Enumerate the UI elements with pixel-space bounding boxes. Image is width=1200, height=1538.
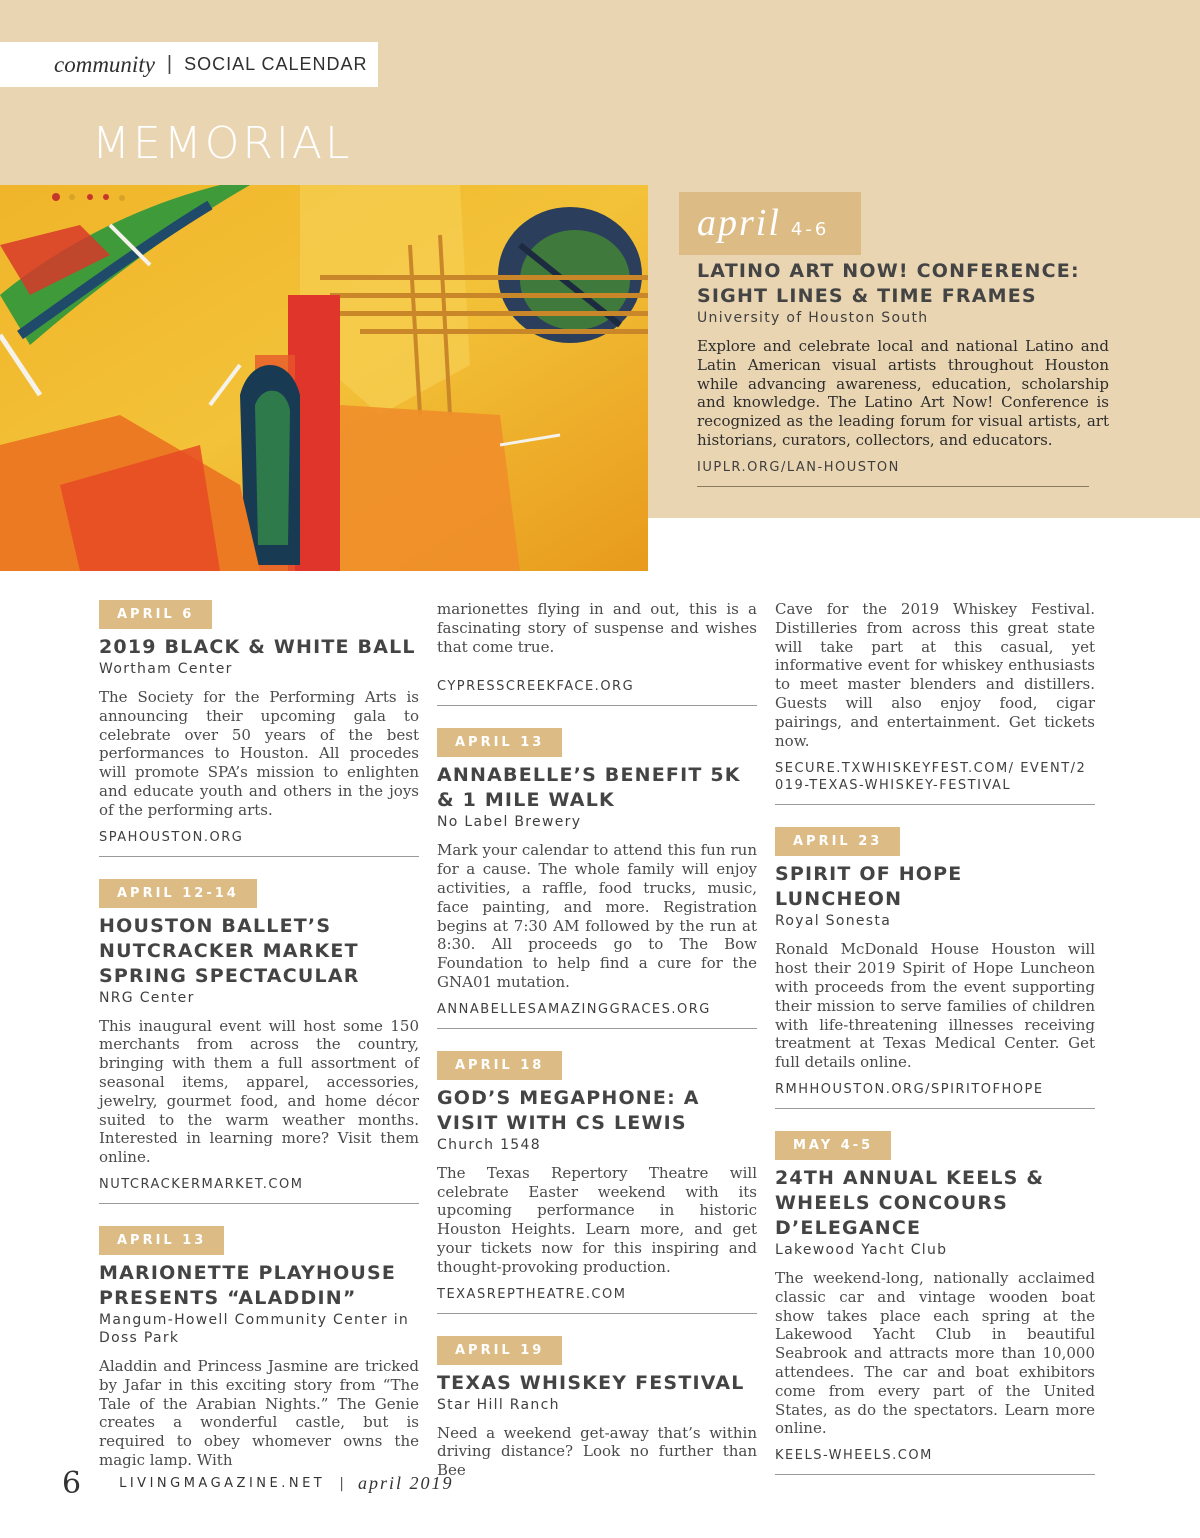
event-venue: Mangum-Howell Community Center in Doss Park — [99, 1311, 410, 1346]
page-number: 6 — [62, 1466, 82, 1501]
page-footer — [62, 1466, 453, 1501]
event-aladdin — [99, 1226, 419, 1470]
event-title: ANNABELLE’S BENEFIT 5K & 1 MILE WALK — [437, 764, 741, 812]
feature-description: Explore and celebrate local and national Latino and Latin American visual artists throughout Houston while advancing awareness, education, scholarship and knowledge. The Latino Art Now! Conference is recognized as the leading forum for visual artists, art historians, curators, collectors, and educators. — [697, 337, 1109, 449]
event-venue: No Label Brewery — [437, 814, 582, 831]
feature-date-tag — [679, 192, 861, 255]
event-ball — [99, 600, 419, 857]
event-aladdin-continued — [437, 600, 757, 706]
feature-link[interactable]: IUPLR.ORG/LAN-HOUSTON — [697, 459, 1089, 487]
event-description-continued: Cave for the 2019 Whiskey Festival. Distilleries from across this great state will take part at this casual, yet informative event for whiskey enthusiasts to meet master blenders and distillers. Guests will also enjoy food, cigar pairings, and entertainment. Get tickets now. — [775, 600, 1095, 750]
event-venue: Royal Sonesta — [775, 913, 892, 930]
event-description: The Texas Repertory Theatre will celebrate Easter weekend with its upcoming performance in historic Houston Heights. Learn more, and get your tickets now for this inspiring and thought-provoking production. — [437, 1163, 757, 1276]
footer-site[interactable]: LIVINGMAGAZINE.NET — [119, 1476, 326, 1491]
event-description: Aladdin and Princess Jasmine are tricked by Jafar in this exciting story from “The Tale of the Arabian Nights.” The Genie creates a wonderful castle, but is required to obey whomever owns the magic lamp. With — [99, 1356, 419, 1469]
section-header — [0, 42, 378, 87]
featured-event — [697, 259, 1109, 487]
subsection-name: SOCIAL CALENDAR — [184, 54, 368, 74]
event-link[interactable]: RMHHOUSTON.ORG/SPIRITOFHOPE — [775, 1081, 1095, 1109]
event-title: MARIONETTE PLAYHOUSE PRESENTS “ALADDIN” — [99, 1261, 397, 1309]
event-date-tag: APRIL 13 — [437, 728, 562, 757]
header-divider: | — [166, 53, 173, 75]
event-description: Ronald McDonald House Houston will host their 2019 Spirit of Hope Luncheon with proceeds from the event supporting their mission to serve families of children with life-threatening illnesses receiving treatment at Texas Medical Center. Get full details online. — [775, 940, 1095, 1072]
event-megaphone — [437, 1051, 757, 1314]
event-title: HOUSTON BALLET’S NUTCRACKER MARKET SPRING SPECTACULAR — [99, 914, 360, 987]
feature-venue: University of Houston South — [697, 310, 929, 326]
column-2 — [437, 600, 757, 1502]
event-keels — [775, 1131, 1095, 1475]
footer-issue: april 2019 — [357, 1473, 454, 1493]
event-date-tag: APRIL 19 — [437, 1336, 562, 1365]
event-nutcracker — [99, 879, 419, 1204]
column-1 — [99, 600, 419, 1492]
event-description-continued: marionettes flying in and out, this is a fascinating story of suspense and wishes that come true. — [437, 600, 757, 656]
event-venue: Star Hill Ranch — [437, 1396, 560, 1413]
event-venue: Lakewood Yacht Club — [775, 1241, 948, 1258]
feature-days: 4-6 — [790, 219, 830, 240]
region-title: MEMORIAL — [92, 118, 353, 169]
event-date-tag: MAY 4-5 — [775, 1131, 891, 1160]
event-link[interactable]: SECURE.TXWHISKEYFEST.COM/ EVENT/2019-TEXAS-WHISKEY-FESTIVAL — [775, 760, 1095, 805]
event-venue: Wortham Center — [99, 661, 233, 677]
event-description: The Society for the Performing Arts is announcing their upcoming gala to celebrate over 50 years of the best performances to Houston. All procedes will promote SPA’s mission to enlighten and educate youth and others in the joys of the performing arts. — [99, 688, 419, 819]
event-date-tag: APRIL 18 — [437, 1051, 562, 1080]
event-date-tag: APRIL 12-14 — [99, 879, 257, 908]
footer-divider: | — [339, 1475, 344, 1492]
event-link[interactable]: CYPRESSCREEKFACE.ORG — [437, 678, 757, 706]
event-title: TEXAS WHISKEY FESTIVAL — [437, 1371, 745, 1394]
event-link[interactable]: TEXASREPTHEATRE.COM — [437, 1286, 757, 1314]
section-name: community — [54, 51, 155, 77]
event-date-tag: APRIL 23 — [775, 827, 900, 856]
event-description: Need a weekend get-away that’s within driving distance? Look no further than Bee — [437, 1423, 757, 1480]
event-annabelle — [437, 728, 757, 1028]
event-title: SPIRIT OF HOPE LUNCHEON — [775, 863, 963, 911]
column-3 — [775, 600, 1095, 1497]
event-link[interactable]: NUTCRACKERMARKET.COM — [99, 1176, 419, 1204]
event-title: GOD’S MEGAPHONE: A VISIT WITH CS LEWIS — [437, 1086, 700, 1134]
event-whiskey — [437, 1336, 757, 1480]
event-hope — [775, 827, 1095, 1109]
event-description: Mark your calendar to attend this fun run for a cause. The whole family will enjoy activities, a raffle, food trucks, music, face painting, and more. Registration begins at 7:30 AM followed by the run at 8:30. All proceeds go to The Bow Foundation to help find a cure for the GNA01 mutation. — [437, 841, 757, 991]
event-link[interactable]: SPAHOUSTON.ORG — [99, 829, 419, 857]
abstract-painting — [0, 185, 648, 571]
event-whiskey-continued — [775, 600, 1095, 805]
event-title: 24TH ANNUAL KEELS & WHEELS CONCOURS D’ELEGANCE — [775, 1166, 1045, 1239]
event-link[interactable]: KEELS-WHEELS.COM — [775, 1447, 1095, 1475]
event-venue: NRG Center — [99, 989, 195, 1006]
event-description: The weekend-long, nationally acclaimed classic car and vintage wooden boat show takes place each spring at the Lakewood Yacht Club in beautiful Seabrook and attracts more than 10,000 attendees. The car and boat exhibitors come from every part of the United States, as do the spectators. Learn more online. — [775, 1268, 1095, 1438]
event-venue: Church 1548 — [437, 1136, 541, 1153]
event-link[interactable]: ANNABELLESAMAZINGGRACES.ORG — [437, 1001, 757, 1029]
event-title: 2019 BLACK & WHITE BALL — [99, 636, 416, 658]
event-date-tag: APRIL 6 — [99, 600, 212, 629]
feature-title-line2: SIGHT LINES & TIME FRAMES — [697, 285, 1037, 307]
event-description: This inaugural event will host some 150 merchants from across the country, bringing with them a full assortment of seasonal items, apparel, accessories, jewelry, gourmet food, and home décor suited to the warm weather months. Interested in learning more? Visit them online. — [99, 1016, 419, 1167]
feature-month: april — [697, 202, 781, 244]
feature-title-line1: LATINO ART NOW! CONFERENCE: — [697, 260, 1080, 282]
event-date-tag: APRIL 13 — [99, 1226, 224, 1255]
